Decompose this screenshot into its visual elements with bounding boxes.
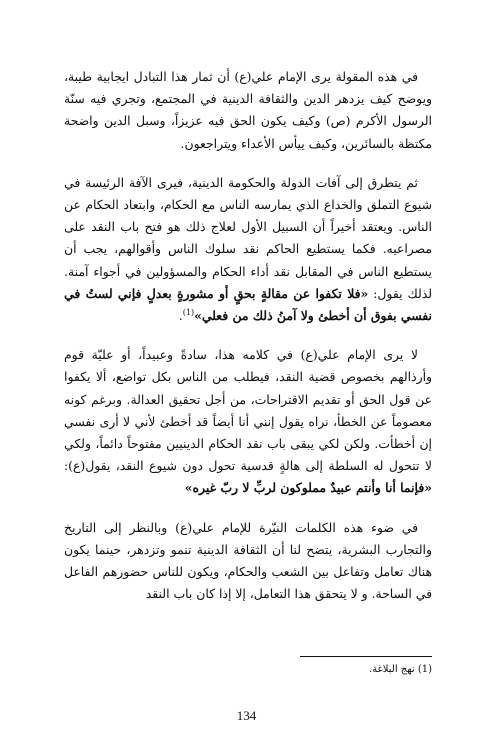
paragraph-2-end: . <box>178 308 183 324</box>
footnote-number: (1) <box>417 664 432 675</box>
footnote-divider <box>300 656 432 657</box>
paragraph-2-text: ثم يتطرق إلى آفات الدولة والحكومة الدينية، فيرى الآفة الرئيسة في شيوع التملق والخداع الذي يمارسه الناس مع الحكام، وابتعاد الحكام عن الناس. ويعتقد أخيراً أن السبيل الأول لعلاج ذلك هو فتح باب النقد على مصراعيه. فكما يستطيع الحاكم نقد سلوك الناس وأقوالهم، يجب أن يستطيع الناس في المقابل نقد أداء الحكام والمسؤولين في أجواء آمنة. لذلك يقول: <box>64 174 432 301</box>
paragraph-3-text: لا يرى الإمام علي(ع) في كلامه هذا، سادةً وعبيداً، أو عليّة قوم وأرذالهم بخصوص قضية النقد، فيطلب من الناس بكل تواضع، ألا يكفوا عن قول الحق أو تقديم الاقتراحات، من أجل تحقيق العدالة. وبرغم كونه معصوماً عن الخطأ، نراه يقول إنني أنا أيضاً قد أخطئ لأني لا أرى نفسي إن أخطأت. ولكن لكي يبقى باب نقد الحكام الدينيين مفتوحاً دائماً، ولكي لا تتحول له السلطة إلى هالةٍ قدسية تحول دون شيوع النقد، يقول(ع): <box>64 347 432 474</box>
paragraph-1-text: في هذه المقولة يرى الإمام علي(ع) أن ثمار هذا التبادل ايجابية طيبة، ويوضح كيف يزدهر الدين والثقافة الدينية في المجتمع، وتجري فيه سنّة الرسول الأكرم (ص) وكيف يكون الحق فيه عزيزاً، وسبل الدين واضحة مكتظة بالسائرين، وكيف ييأس الأعداء ويتراجعون. <box>64 69 432 151</box>
paragraph-2-quote: «فلا تكفوا عن مقالةٍ بحقٍ أو مشورةٍ بعدلٍ فإني لستُ في نفسي بفوق أن أخطئ ولا آمنُ ذلك من فعلي» <box>64 285 432 324</box>
paragraph-3-quote: «فإنما أنا وأنتم عبيدٌ مملوكون لربِّ لا ربّ غيره» <box>184 480 432 496</box>
footnote-text: نهج البلاغة. <box>369 664 415 675</box>
paragraph-4-text: في ضوء هذه الكلمات النيّرة للإمام علي(ع) وبالنظر إلى التاريخ والتجارب البشرية، يتضح لنا أن الثقافة الدينية تنمو وتزدهر، حينما يكون هناك تعامل وتفاعل بين الشعب والحكام، ويكون للناس حضورهم الفاعل في الساحة. و لا يتحقق هذا التعامل، إلا إذا كان باب النقد <box>64 519 432 602</box>
paragraph-1 <box>64 66 432 155</box>
footnote-reference: (1) <box>182 307 195 317</box>
paragraph-4 <box>64 517 432 606</box>
footnote <box>369 664 432 675</box>
page-body <box>64 66 432 622</box>
paragraph-3 <box>64 344 432 499</box>
page-number: 134 <box>236 708 257 723</box>
paragraph-2 <box>64 172 432 327</box>
